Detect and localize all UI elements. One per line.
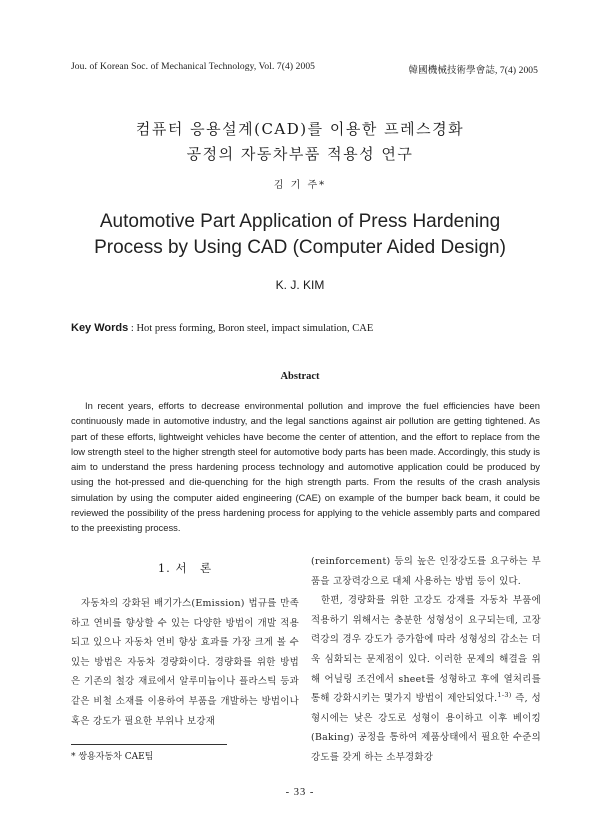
journal-header-right: 韓國機械技術學會誌, 7(4) 2005 bbox=[408, 66, 538, 76]
intro-right-paragraph-2-part-a: 한편, 경량화를 위한 고강도 강재를 자동차 부품에 적용하기 위해서는 충분한 성형성이 요구되는데, 고장력강의 경우 강도가 증가함에 따라 성형성의 감소는 더욱 심화되는 문제점이 있다. 이러한 문제의 해결을 위해 어닐링 조건에서 sheet를 성형하고 후에 열처리를 통해 강화시키는 몇가지 방법이 제안되었다. bbox=[311, 595, 541, 705]
english-author: K. J. KIM bbox=[275, 278, 325, 292]
english-title-line-2: Process by Using CAD (Computer Aided Design) bbox=[94, 237, 506, 258]
keywords-line bbox=[71, 322, 373, 334]
intro-right-column bbox=[311, 552, 541, 768]
keywords-separator: : bbox=[128, 323, 137, 334]
footnote-affiliation: * 쌍용자동차 CAE팀 bbox=[71, 752, 154, 762]
abstract-heading: Abstract bbox=[280, 371, 320, 382]
intro-right-paragraph-1: (reinforcement) 등의 높은 인장강도를 요구하는 부품을 고장력강으로 대체 사용하는 방법 등이 있다. bbox=[311, 556, 541, 587]
abstract-text: In recent years, efforts to decrease environmental pollution and improve the fuel efficiencies have been continuously made in automotive industry, and the legal sanctions against air pollution are getting tightened. As part of these efforts, lightweight vehicles have become the center of attention, and the effort to replace from the low strength steel to the higher strength steel for automotive body parts has been made. Accordingly, this study is aim to understand the press hardening process technology and automotive application could be produced by using the hot-pressed and die-quenching for the high strength parts. From the results of the crash analysis simulation by using the computer aided engineering (CAE) on example of the bumper back beam, it could be reviewed the possibility of the press hardening process for applying to the vehicle assembly parts and compared to the preexisting process. bbox=[71, 400, 540, 534]
intro-left-column-text: 자동차의 강화된 배기가스(Emission) 법규를 만족하고 연비를 향상할 수 있는 다양한 방법이 개발 적용되고 있으나 자동차 연비 향상 효과를 가장 크게 볼 수 있는 방법은 자동차 경량화이다. 경량화를 위한 방법은 기존의 철강 재료에서 알루미늄이나 플라스틱 등과 같은 비철 소재를 이용하여 부품을 개발하는 방법이나 혹은 강도가 필요한 부위나 보강재 bbox=[71, 598, 299, 727]
korean-title-line-1: 컴퓨터 응용설계(CAD)를 이용한 프레스경화 bbox=[135, 120, 465, 138]
journal-header-left: Jou. of Korean Soc. of Mechanical Technology, Vol. 7(4) 2005 bbox=[71, 62, 316, 72]
intro-right-paragraph-2-part-b: 즉, 성형시에는 낮은 강도로 성형이 용이하고 이후 베이킹(Baking) 공정을 통하여 제품상태에서 필요한 수준의 강도를 갖게 하는 소부경화강 bbox=[311, 693, 541, 763]
section-heading-introduction: 1. 서 론 bbox=[157, 561, 213, 575]
korean-author: 김 기 주* bbox=[273, 180, 327, 191]
keywords-text: Hot press forming, Boron steel, impact simulation, CAE bbox=[136, 323, 374, 334]
footnote-divider bbox=[71, 744, 227, 745]
korean-title-line-2: 공정의 자동차부품 적용성 연구 bbox=[186, 145, 414, 163]
english-title-line-1: Automotive Part Application of Press Hardening bbox=[99, 211, 501, 232]
page-number: - 33 - bbox=[285, 787, 315, 798]
keywords-label: Key Words bbox=[71, 322, 129, 334]
intro-right-paragraph-2 bbox=[311, 591, 541, 767]
citation-ref: 1-3) bbox=[497, 691, 512, 700]
